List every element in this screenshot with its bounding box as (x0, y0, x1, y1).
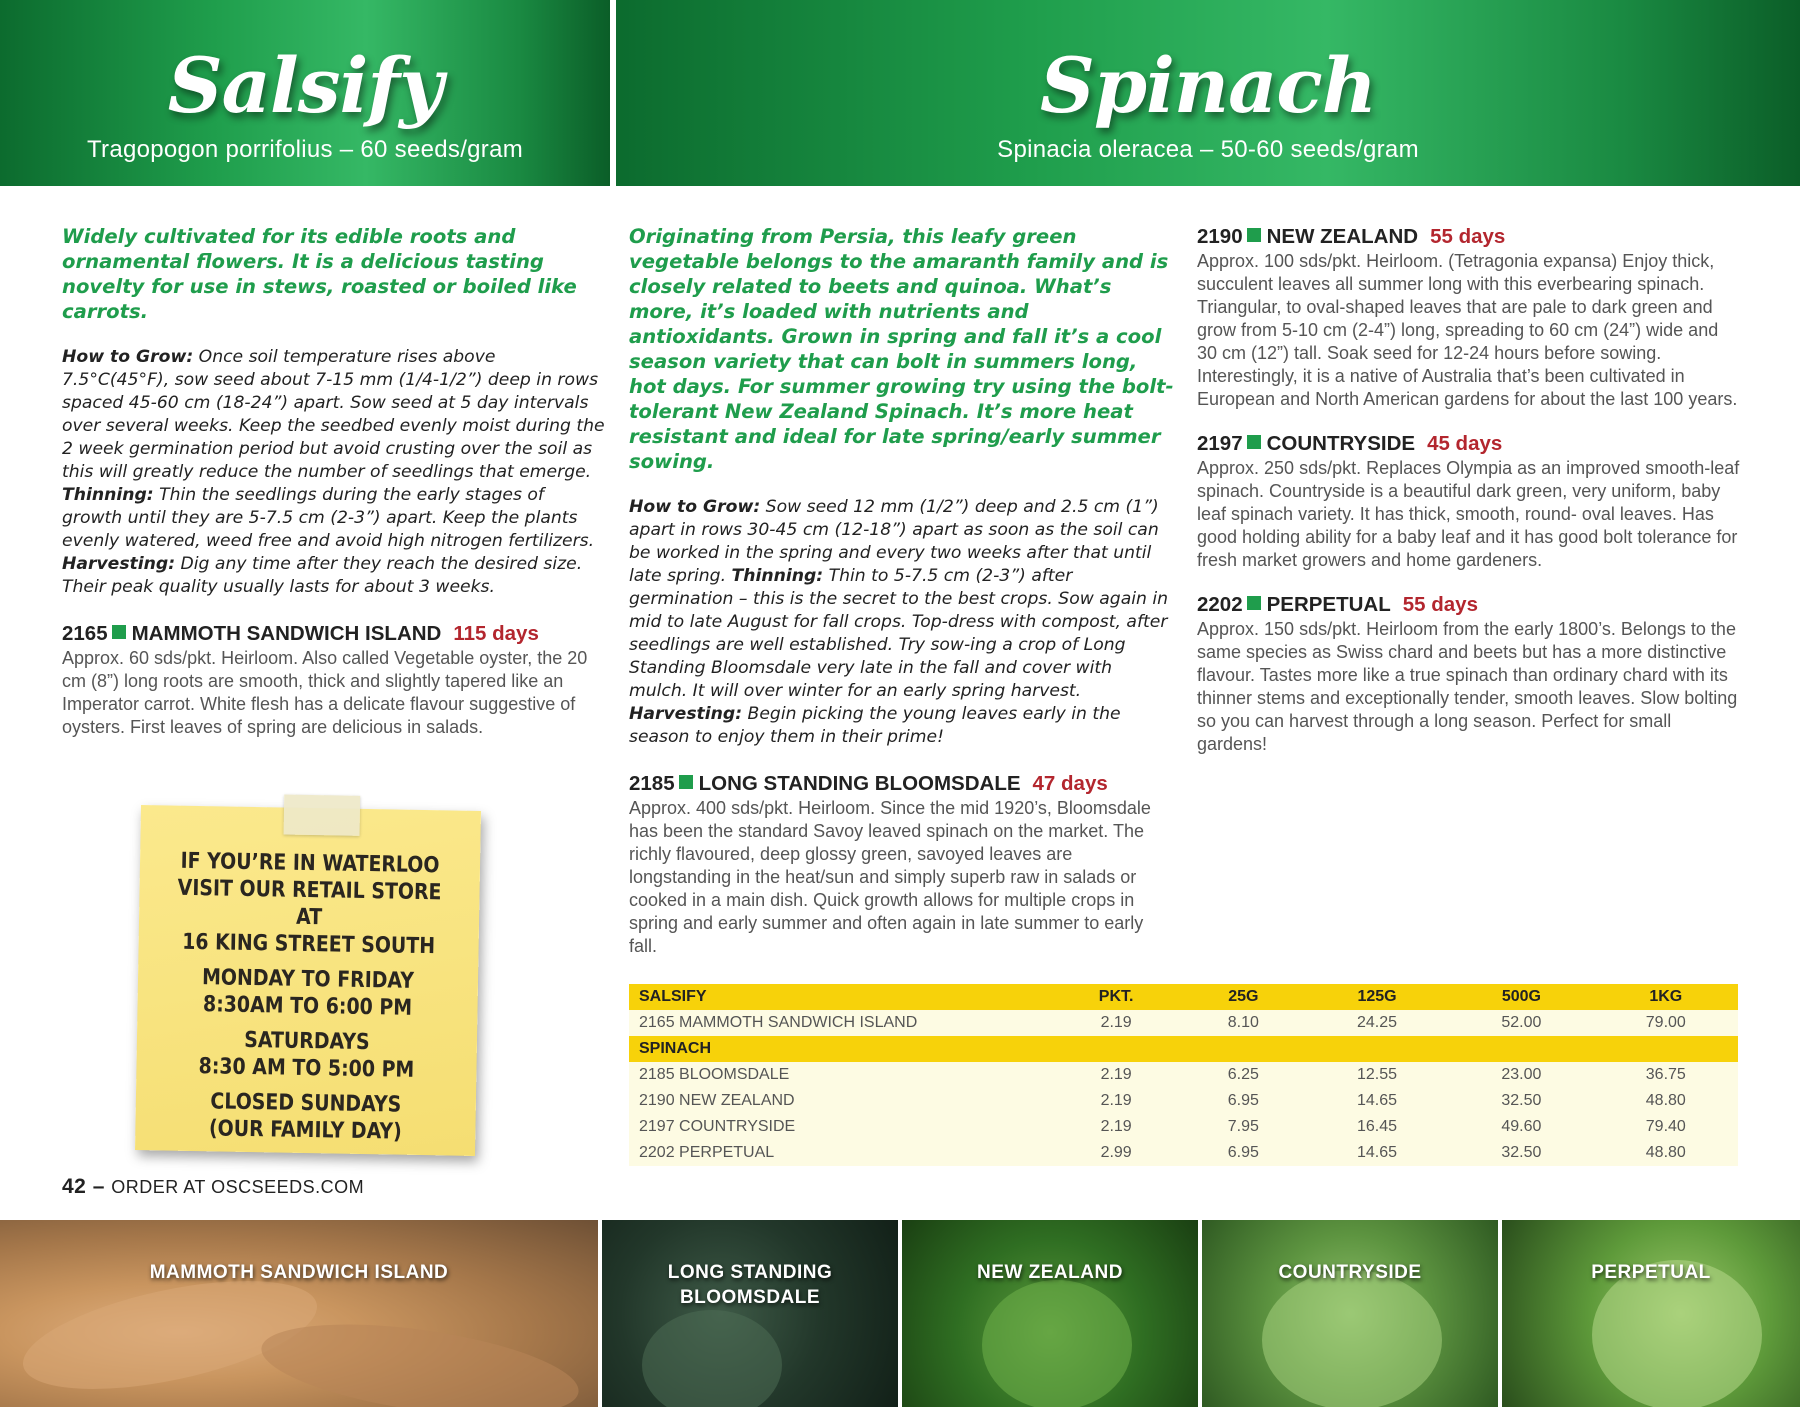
table-cell: 79.40 (1594, 1114, 1738, 1140)
leaf-shape (642, 1310, 782, 1407)
photo-perpetual (1502, 1220, 1800, 1407)
variety-code: 2165 (62, 622, 108, 645)
page-number: 42 (62, 1175, 87, 1198)
variety-days: 55 days (1430, 225, 1506, 248)
variety-description: Approx. 250 sds/pkt. Replaces Olympia as an improved smooth-leaf spinach. Countryside is a beautiful dark green, very uniform, baby leaf spinach variety. It has thick, smooth, round- oval leaves. Has good holding ability for a baby leaf and it has good bolt tolerance for fresh market growers and home gardeners. (1197, 458, 1740, 570)
tape-strip (284, 795, 361, 836)
variety-code: 2197 (1197, 432, 1243, 455)
note-line: VISIT OUR RETAIL STORE AT (177, 875, 442, 931)
table-cell: 14.65 (1305, 1140, 1449, 1166)
table-cell: 48.80 (1594, 1088, 1738, 1114)
photo-label: NEW ZEALAND (977, 1262, 1123, 1283)
spinach-column (629, 224, 1174, 978)
variety-days: 47 days (1032, 772, 1108, 795)
table-cell: 49.60 (1449, 1114, 1593, 1140)
photo-mammoth-sandwich-island (0, 1220, 598, 1407)
green-square-icon (679, 775, 693, 789)
harvesting-text: Begin picking the young leaves early in the season to enjoy them in their prime! (629, 704, 1121, 747)
table-cell: 23.00 (1449, 1062, 1593, 1088)
note-line: (OUR FAMILY DAY) (208, 1116, 402, 1145)
spinach-how-to-grow (629, 496, 1174, 749)
thinning-label: Thinning: (62, 485, 154, 505)
column-header: 1KG (1594, 984, 1738, 1010)
store-hours-text (159, 847, 456, 1146)
variety-description: Approx. 400 sds/pkt. Heirloom. Since the mid 1920’s, Bloomsdale has been the standard Savoy leaved spinach on the market. The richly flavoured, deep glossy green, savoyed leaves are longstanding in the heat/sun and simply superb raw in salads or cooked in a main dish. Quick growth allows for multiple crops in spring and early summer and often again in late summer to early fall. (629, 798, 1151, 956)
footer-dash: – (86, 1175, 112, 1198)
table-cell: 2.19 (1050, 1088, 1181, 1114)
photo-new-zealand (902, 1220, 1198, 1407)
salsify-banner (0, 0, 610, 186)
salsify-intro: Widely cultivated for its edible roots and ornamental flowers. It is a delicious tasting novelty for use in stews, roasted or boiled like carrots. (62, 225, 577, 323)
table-row (629, 1088, 1738, 1114)
variety-days: 55 days (1402, 593, 1478, 616)
variety-name: MAMMOTH SANDWICH ISLAND (131, 622, 442, 645)
how-to-grow-text: Sow seed 12 mm (1/2”) deep and 2.5 cm (1”) apart in rows 30-45 cm (12-18”) apart as soon as the soil can be worked in the spring and every two weeks after that until late spring. (629, 497, 1159, 586)
variety-name: COUNTRYSIDE (1266, 432, 1416, 455)
variety-2197 (1197, 431, 1742, 572)
harvesting-label: Harvesting: (629, 704, 743, 724)
note-line: SATURDAYS (243, 1027, 370, 1056)
table-cell: 36.75 (1594, 1062, 1738, 1088)
variety-code: 2202 (1197, 593, 1243, 616)
table-cell: 6.95 (1182, 1088, 1305, 1114)
table-cell: 2202 PERPETUAL (629, 1140, 1050, 1166)
variety-heading (1197, 431, 1742, 457)
photo-label: MAMMOTH SANDWICH ISLAND (149, 1262, 449, 1283)
table-cell: 32.50 (1449, 1088, 1593, 1114)
salsify-how-to-grow (62, 346, 607, 599)
table-cell: 32.50 (1449, 1140, 1593, 1166)
page-footer (62, 1175, 364, 1199)
store-hours-sticky-note (135, 805, 481, 1156)
table-cell: 52.00 (1449, 1010, 1593, 1036)
variety-name: PERPETUAL (1266, 593, 1391, 616)
photo-strip (0, 1220, 1800, 1407)
green-square-icon (1247, 435, 1261, 449)
note-line: 8:30AM TO 6:00 PM (202, 992, 413, 1021)
table-cell: 6.25 (1182, 1062, 1305, 1088)
note-line: CLOSED SUNDAYS (210, 1089, 402, 1118)
spinach-banner (616, 0, 1800, 186)
table-cell: 2.19 (1050, 1062, 1181, 1088)
table-cell: 7.95 (1182, 1114, 1305, 1140)
table-header-row (629, 984, 1738, 1010)
column-header: PKT. (1050, 984, 1181, 1010)
table-cell: 14.65 (1305, 1088, 1449, 1114)
table-cell: 2.19 (1050, 1010, 1181, 1036)
note-line: IF YOU’RE IN WATERLOO (180, 848, 440, 879)
green-square-icon (1247, 228, 1261, 242)
table-cell: 6.95 (1182, 1140, 1305, 1166)
note-line: 8:30 AM TO 5:00 PM (198, 1054, 415, 1083)
salsify-column (62, 224, 607, 759)
table-cell: 12.55 (1305, 1062, 1449, 1088)
variety-2202 (1197, 592, 1742, 756)
green-square-icon (1247, 596, 1261, 610)
table-row (629, 1114, 1738, 1140)
table-header-row (629, 1036, 1738, 1062)
group-header: SALSIFY (629, 984, 1050, 1010)
note-line: 16 KING STREET SOUTH (182, 929, 436, 960)
note-line: MONDAY TO FRIDAY (201, 965, 415, 994)
variety-name: LONG STANDING BLOOMSDALE (698, 772, 1021, 795)
table-row (629, 1010, 1738, 1036)
leaf-shape (1262, 1270, 1442, 1407)
variety-description: Approx. 60 sds/pkt. Heirloom. Also called Vegetable oyster, the 20 cm (8”) long roots are smooth, thick and slightly tapered like an Imperator carrot. White flesh has a delicate flavour suggestive of oysters. First leaves of spring are delicious in salads. (62, 648, 588, 737)
variety-name: NEW ZEALAND (1266, 225, 1419, 248)
harvesting-text: Dig any time after they reach the desired size. Their peak quality usually lasts for about 3 weeks. (62, 554, 583, 597)
table-cell: 2190 NEW ZEALAND (629, 1088, 1050, 1114)
salsify-title: Salsify (167, 41, 443, 130)
how-to-grow-text: Once soil temperature rises above 7.5°C(45°F), sow seed about 7-15 mm (1/4-1/2”) deep in rows spaced 45-60 cm (18-24”) apart. Sow seed at 5 day intervals over several weeks. Keep the seedbed evenly moist during the 2 week germination period but avoid crusting over the soil as this will greatly reduce the number of seedlings that emerge. (62, 347, 605, 482)
spinach-intro: Originating from Persia, this leafy green vegetable belongs to the amaranth family and is closely related to beets and quinoa. What’s more, it’s loaded with nutrients and antioxidants. Grown in spring and fall it’s a cool season variety that can bolt in summers long, hot days. For summer growing try using the bolt-tolerant New Zealand Spinach. It’s more heat resistant and ideal for late spring/early summer sowing. (629, 225, 1174, 473)
variety-description: Approx. 150 sds/pkt. Heirloom from the early 1800’s. Belongs to the same species as Swiss chard and beets but has a more distinctive flavour. Tastes more like a true spinach than ordinary chard with its thinner stems and exceptionally tender, smooth leaves. Slow bolting so you can harvest through a long season. Perfect for small gardens! (1197, 619, 1738, 754)
salsify-subtitle: Tragopogon porrifolius – 60 seeds/gram (86, 136, 524, 163)
variety-2165 (62, 621, 607, 739)
harvesting-label: Harvesting: (62, 554, 176, 574)
column-header: 500G (1449, 984, 1593, 1010)
leaf-shape (982, 1280, 1132, 1407)
variety-heading (1197, 592, 1742, 618)
table-cell: 2.99 (1050, 1140, 1181, 1166)
table-cell: 24.25 (1305, 1010, 1449, 1036)
table-cell: 2.19 (1050, 1114, 1181, 1140)
photo-label: LONG STANDING BLOOMSDALE (667, 1262, 833, 1308)
photo-label: COUNTRYSIDE (1278, 1262, 1422, 1283)
spinach-title: Spinach (1040, 41, 1376, 130)
thinning-text: Thin the seedlings during the early stages of growth until they are 5-7.5 cm (2-3”) apart. Keep the plants evenly watered, weed free and avoid high nitrogen fertilizers. (62, 485, 595, 551)
spinach-subtitle: Spinacia oleracea – 50-60 seeds/gram (997, 136, 1419, 163)
price-table (629, 984, 1738, 1166)
thinning-label: Thinning: (731, 566, 824, 586)
variety-heading (1197, 224, 1742, 250)
how-to-grow-label: How to Grow: (62, 347, 194, 367)
photo-countryside (1202, 1220, 1498, 1407)
table-cell: 79.00 (1594, 1010, 1738, 1036)
variety-2190 (1197, 224, 1742, 411)
table-row (629, 1140, 1738, 1166)
table-cell: 16.45 (1305, 1114, 1449, 1140)
column-header: 125G (1305, 984, 1449, 1010)
table-cell: 8.10 (1182, 1010, 1305, 1036)
group-header: SPINACH (629, 1036, 1738, 1062)
table-cell: 48.80 (1594, 1140, 1738, 1166)
table-cell: 2165 MAMMOTH SANDWICH ISLAND (629, 1010, 1050, 1036)
variety-heading (629, 771, 1174, 797)
table-cell: 2197 COUNTRYSIDE (629, 1114, 1050, 1140)
thinning-text: Thin to 5-7.5 cm (2-3”) after germination – this is the secret to the best crops. Sow again in mid to late August for fall crops. Top-dress with compost, after seedlings are well established. Try sow-ing a crop of Long Standing Bloomsdale very late in the fall and cover with mulch. It will over winter for an early spring harvest. (629, 566, 1169, 701)
variety-heading (62, 621, 607, 647)
variety-code: 2190 (1197, 225, 1243, 248)
variety-2185 (629, 771, 1174, 958)
photo-label: PERPETUAL (1591, 1262, 1711, 1283)
column-header: 25G (1182, 984, 1305, 1010)
spinach-varieties-column (1197, 224, 1742, 776)
how-to-grow-label: How to Grow: (629, 497, 761, 517)
variety-code: 2185 (629, 772, 675, 795)
photo-long-standing-bloomsdale (602, 1220, 898, 1407)
order-link[interactable]: ORDER AT OSCSEEDS.COM (111, 1177, 365, 1197)
green-square-icon (112, 625, 126, 639)
table-row (629, 1062, 1738, 1088)
table-cell: 2185 BLOOMSDALE (629, 1062, 1050, 1088)
variety-description: Approx. 100 sds/pkt. Heirloom. (Tetragonia expansa) Enjoy thick, succulent leaves all summer long with this everbearing spinach. Triangular, to oval-shaped leaves that are pale to dark green and grow from 5-10 cm (2-4”) long, spreading to 60 cm (24”) wide and 30 cm (12”) tall. Soak seed for 12-24 hours before sowing. Interestingly, it is a native of Australia that’s been cultivated in European and North American gardens for about the last 100 years. (1197, 251, 1738, 409)
variety-days: 115 days (453, 622, 539, 645)
variety-days: 45 days (1427, 432, 1503, 455)
